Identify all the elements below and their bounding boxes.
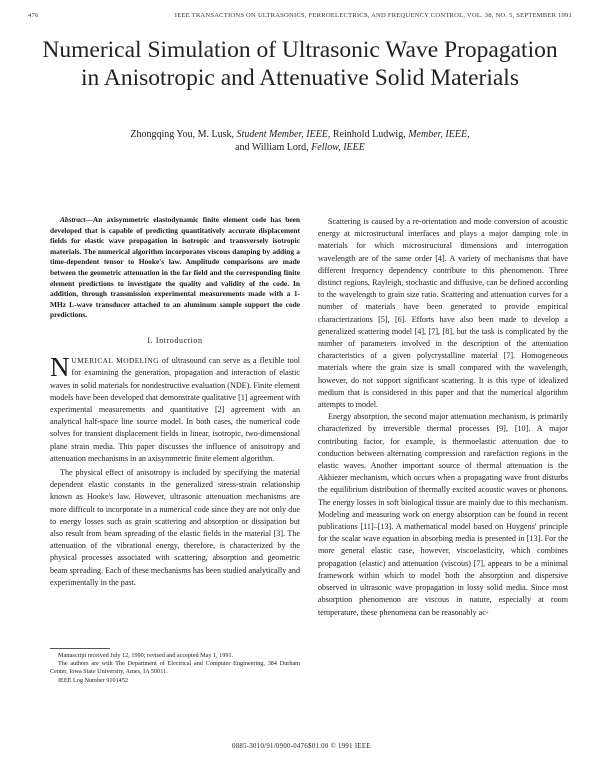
footnote-rule [50, 648, 110, 649]
author-block [40, 128, 560, 154]
author-name-2: Reinhold Ludwig, [332, 129, 406, 140]
author-role-1: Student Member, IEEE, [236, 129, 331, 140]
left-column [50, 215, 300, 589]
journal-name: IEEE TRANSACTIONS ON ULTRASONICS, FERROELECTRICS, AND FREQUENCY CONTROL, VOL. 38, NO. 5, SEPTEMBER 1991 [174, 12, 572, 19]
author-role-2: Member, IEEE, [408, 129, 470, 140]
copyright-identifier: 0885-3010/91/0900-0476$01.00 © 1991 IEEE [232, 743, 371, 750]
page-number: 476 [28, 12, 39, 19]
footnote [50, 652, 300, 685]
author-line-1 [40, 128, 560, 141]
author-line-2 [40, 141, 560, 154]
section-heading-introduction: I. Introduction [147, 335, 203, 345]
running-head [28, 12, 572, 24]
author-name-3: and William Lord, [235, 142, 309, 153]
intro-p1-text: of ultrasound can serve as a flexible tool for examining the generation, propagation and interaction of elastic waves in solid materials for nondestructive evaluation (NDE). Finite element models have been developed that demonstrate qualitative [1] agreement with experimental measurements and quantitative [2] agreement with an analytical half-space line source model. In both cases, the numerical code solves for transient displacement fields in linear, isotropic, two-dimensional plane strain media. This paper discusses the influence of anisotropy and attenuation mechanisms in an axisymmetric finite element algorithm. [50, 356, 300, 463]
author-names: Zhongqing You, M. Lusk, [130, 129, 235, 140]
footnote-line-1: Manuscript received July 12, 1990; revised and accepted May 1, 1991. [58, 652, 234, 659]
footnote-line-2: The authors are with The Department of Electrical and Computer Engineering, 384 Durham Center, Iowa State University, Ames, IA 50011. [50, 660, 300, 676]
abstract-label: Abstract [60, 215, 86, 224]
abstract-text: —An axisymmetric elastodynamic finite element code has been developed that is capable of predicting quantitatively accurate displacement fields for elastic wave propagation in isotropic and transversely isotropic materials. The numerical algorithm incorporates viscous damping by adding a time-dependent tensor to Hooke's law. Amplitude comparisons are made between the geometric attenuation in the far field and the corresponding finite element predictions to investigate the quality and validity of the code. In addition, through transmission experimental measurements made with a 1-MHz L-wave transducer attached to an aluminum sample support the code predictions. [50, 215, 300, 320]
intro-paragraph-1 [50, 352, 300, 465]
right-paragraph-2: Energy absorption, the second major attenuation mechanism, is primarily characterized by irreversible thermal processes [9], [10]. A major contributing factor, for example, is thermoelastic attenuation due to conduction between alternating compression and rarefaction regions in the elastic waves. Another important source of thermal attenuation is the Akhiezer mechanism, which occurs when a propagating wave front disturbs the equilibrium distribution of thermally excited acoustic waves or phonons. The energy losses in soft biological tissue are mainly due to this mechanism. Modeling and measuring work on energy absorption can be found in recent publications [11]–[13]. A mathematical model based on Huygens' principle for the scalar wave equation in absorbing media is presented in [13]. For the more general elastic case, however, viscoelasticity, which combines propagation (elastic) and attenuation (viscous) [7], appears to be a minimal framework within which to model both the absorption and dispersive observed in ultrasonic wave propagation in lossy solid media. Since most absorption phenomenon are viscous in nature, especially at room temperature, these phenomena can be reasonably ac- [318, 412, 568, 617]
author-role-3: Fellow, IEEE [311, 142, 365, 153]
right-paragraph-1: Scattering is caused by a re-orientation and mode conversion of acoustic energy at microstructural interfaces and plays a major damping role in materials for which microstructural dimensions and interrogation wavelength are of the same order [4]. A variety of mechanisms that have different frequency dependency contribute to this phenomenon. Three distinct regions, Rayleigh, stochastic and diffusive, can be defined according to the wavelength to grain size ratio. Scattering and attenuation curves for a number of materials have been generated to provide empirical characterizations [5], [6]. Efforts have also been made to develop a generalized scattering model [4], [7], [8], but the task is complicated by the number of parameters involved in the description of the attenuation characteristics of a given polycrystalline material [7]. Homogeneous materials where the grain size is small compared with the wavelength, however, do not support significant scattering. It is this type of idealized medium that is considered in this paper and that the numerical algorithm attempts to model. [318, 217, 568, 410]
right-column [318, 216, 568, 619]
abstract [50, 215, 300, 321]
intro-paragraph-2: The physical effect of anisotropy is included by specifying the material dependent elastic constants in the generalized stress-strain relationship known as Hooke's law. However, ultrasonic attenuation mechanisms are more difficult to incorporate in a numerical code since they are not only due to energy losses such as grain scattering and absorption or dissipation but also result from beam spreading of the elastic fields in the material [3]. The attenuation of the vibrational energy, therefore, is characterized by the physical processes associated with scattering, absorption and geometric beam spreading. Each of these mechanisms has been studied analytically and experimentally in the past. [50, 467, 300, 587]
intro-first-words: UMERICAL MODELING [71, 356, 159, 366]
paper-title: Numerical Simulation of Ultrasonic Wave Propagation in Anisotropic and Attenuative Solid Materials [42, 37, 558, 91]
footnote-line-3: IEEE Log Number 9101452 [58, 676, 128, 684]
drop-cap: N [50, 352, 70, 383]
